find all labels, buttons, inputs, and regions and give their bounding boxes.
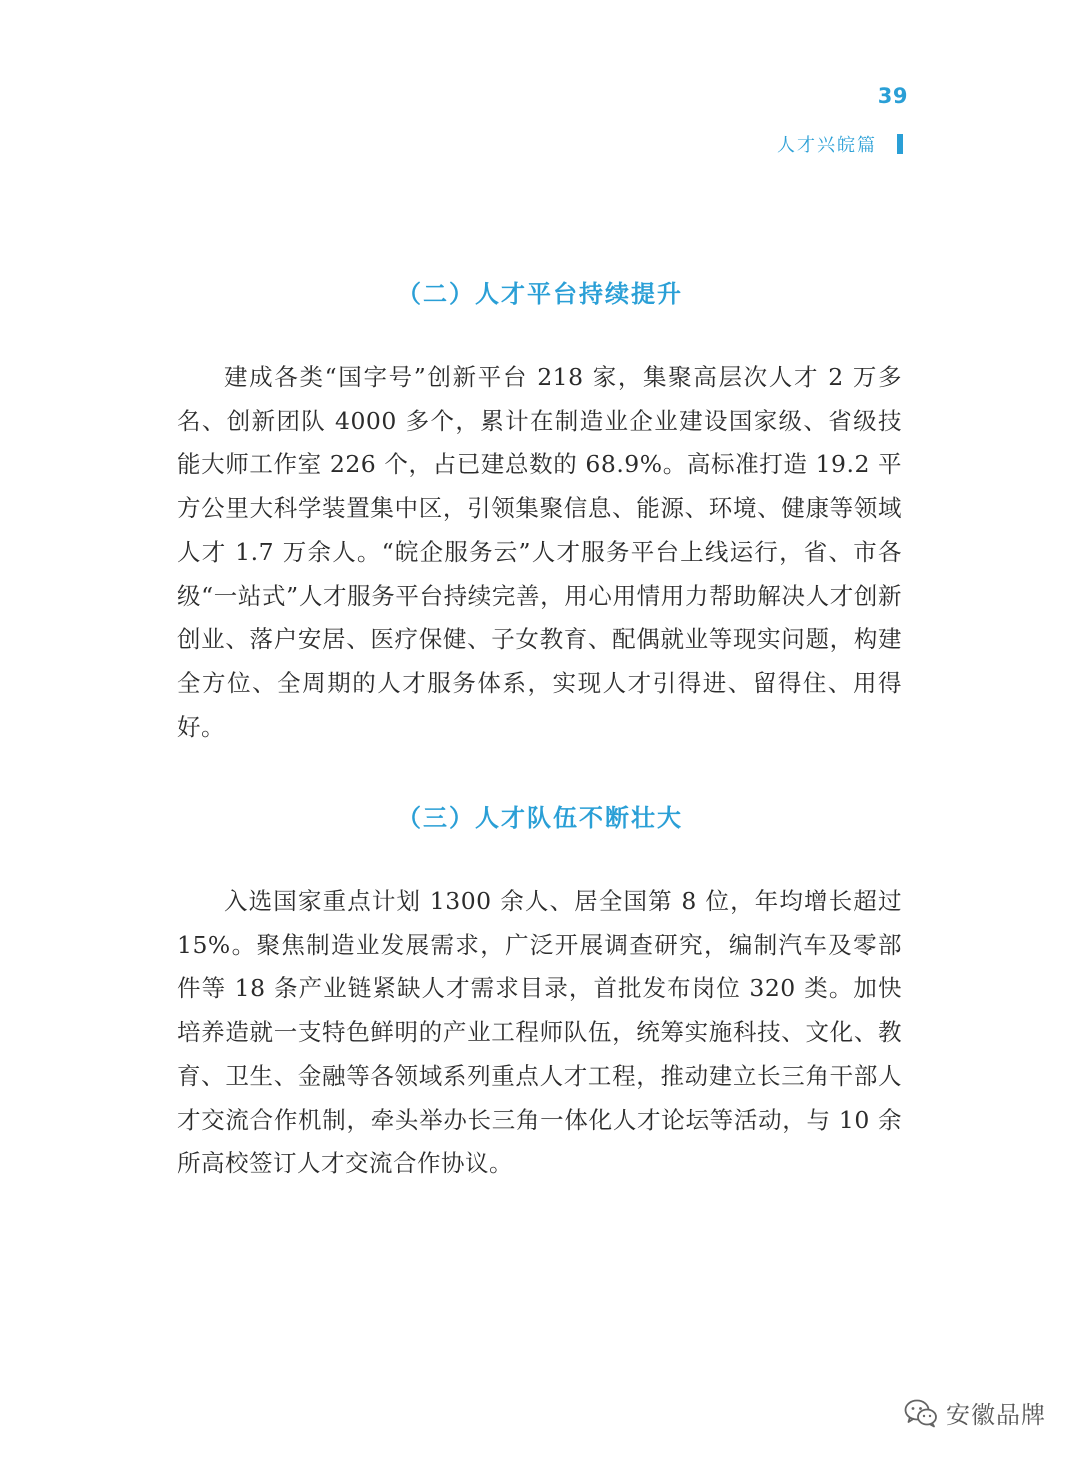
section-heading-talent-platform: （二）人才平台持续提升 [397,280,683,308]
section-paragraph-talent-platform: 建成各类“国字号”创新平台 218 家，集聚高层次人才 2 万多名、创新团队 4000 多个，累计在制造业企业建设国家级、省级技能大师工作室 226 个，占已建总数的 68.9%。高标准打造 19.2 平方公里大科学装置集中区，引领集聚信息、能源、环境、健康等领域人才 1.7 万余人。“皖企服务云”人才服务平台上线运行，省、市各级“一站式”人才服务平台持续完善，用心用情用力帮助解决人才创新创业、落户安居、医疗保健、子女教育、配偶就业等现实问题，构建全方位、全周期的人才服务体系，实现人才引得进、留得住、用得好。 [177,363,902,741]
running-title: 人才兴皖篇 [777,135,877,156]
wechat-icon [904,1398,938,1428]
header-accent-bar [897,134,903,154]
section-paragraph-talent-team: 入选国家重点计划 1300 余人、居全国第 8 位，年均增长超过 15%。聚焦制造业发展需求，广泛开展调查研究，编制汽车及零部件等 18 条产业链紧缺人才需求目录，首批发布岗位 320 类。加快培养造就一支特色鲜明的产业工程师队伍，统筹实施科技、文化、教育、卫生、金融等各领域系列重点人才工程，推动建立长三角干部人才交流合作机制，牵头举办长三角一体化人才论坛等活动，与 10 余所高校签订人才交流合作协议。 [177,887,902,1178]
running-header [777,131,903,157]
section-heading-talent-team: （三）人才队伍不断壮大 [397,804,683,832]
page-number: 39 [877,84,908,108]
watermark-text: 安徽品牌 [946,1401,1046,1429]
watermark [904,1395,1046,1430]
